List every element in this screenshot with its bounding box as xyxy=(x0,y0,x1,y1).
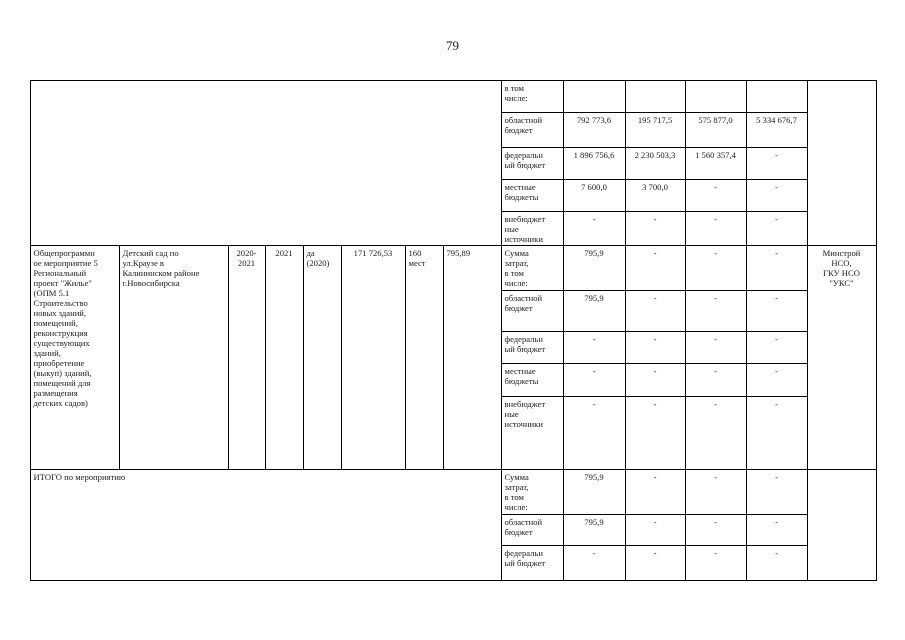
amount-cell: 795,9 xyxy=(563,245,626,291)
amount-cell: - xyxy=(746,179,808,212)
amount-cell: - xyxy=(746,245,808,291)
amount-cell: - xyxy=(685,179,747,212)
funding-source-label: областной бюджет xyxy=(501,514,564,546)
funding-source-label: областной бюджет xyxy=(501,112,564,148)
amount-cell: - xyxy=(746,147,808,180)
amount-cell: - xyxy=(685,211,747,246)
amount-cell xyxy=(563,80,626,113)
object-name: Детский сад по ул.Краузе в Калининском районе г.Новосибирска xyxy=(119,245,229,470)
responsible-cell-empty xyxy=(807,80,877,246)
amount-cell: - xyxy=(625,290,686,332)
start-year: 2021 xyxy=(265,245,304,470)
amount-cell: - xyxy=(685,245,747,291)
unit-price: 795,89 xyxy=(443,245,502,470)
amount-cell: - xyxy=(746,514,808,546)
amount-cell: - xyxy=(625,331,686,364)
amount-cell: - xyxy=(685,514,747,546)
amount-cell: - xyxy=(625,469,686,515)
amount-cell: 2 230 503,3 xyxy=(625,147,686,180)
amount-cell: - xyxy=(563,331,626,364)
amount-cell: 1 896 756,6 xyxy=(563,147,626,180)
amount-cell: 5 334 676,7 xyxy=(746,112,808,148)
total-label: ИТОГО по мероприятию xyxy=(30,469,502,581)
amount-cell: - xyxy=(746,331,808,364)
amount-cell: 795,9 xyxy=(563,514,626,546)
amount-cell: - xyxy=(563,396,626,470)
amount-cell: - xyxy=(625,514,686,546)
event-name: Общепрограммн ое мероприятие 5 Региональный проект "Жилье" (ОПМ 5.1 Строительство новых зданий, помещений, реконструкция существующих зданий, приобретение (выкуп) зданий, помещений для размещения детских садов) xyxy=(30,245,120,470)
design-flag: да (2020) xyxy=(303,245,342,470)
funding-source-label: в том числе: xyxy=(501,80,564,113)
estimated-cost: 171 726,53 xyxy=(341,245,406,470)
amount-cell: 3 700,0 xyxy=(625,179,686,212)
amount-cell: - xyxy=(746,545,808,581)
amount-cell: - xyxy=(746,363,808,397)
amount-cell: - xyxy=(685,363,747,397)
funding-source-label: федеральн ый бюджет xyxy=(501,545,564,581)
funding-source-label: внебюджет ные источники xyxy=(501,211,564,246)
funding-source-label: Сумма затрат, в том числе: xyxy=(501,469,564,515)
funding-source-label: федеральн ый бюджет xyxy=(501,331,564,364)
amount-cell: 1 560 357,4 xyxy=(685,147,747,180)
amount-cell: 195 717,5 xyxy=(625,112,686,148)
amount-cell: 7 600,0 xyxy=(563,179,626,212)
amount-cell xyxy=(625,80,686,113)
amount-cell: - xyxy=(746,396,808,470)
amount-cell: - xyxy=(625,211,686,246)
amount-cell: - xyxy=(625,396,686,470)
funding-source-label: Сумма затрат, в том числе: xyxy=(501,245,564,291)
amount-cell xyxy=(746,80,808,113)
capacity: 160 мест xyxy=(405,245,444,470)
funding-source-label: внебюджет ные источники xyxy=(501,396,564,470)
amount-cell: - xyxy=(625,545,686,581)
amount-cell: 575 877,0 xyxy=(685,112,747,148)
amount-cell xyxy=(685,80,747,113)
amount-cell: - xyxy=(685,331,747,364)
amount-cell: - xyxy=(746,290,808,332)
amount-cell: 795,9 xyxy=(563,290,626,332)
continuation-cell xyxy=(30,80,502,246)
funding-source-label: областной бюджет xyxy=(501,290,564,332)
implementation-years: 2020- 2021 xyxy=(228,245,266,470)
page-number: 79 xyxy=(446,38,459,53)
amount-cell: - xyxy=(563,363,626,397)
amount-cell: - xyxy=(685,545,747,581)
amount-cell: - xyxy=(563,545,626,581)
responsible-cell-empty xyxy=(807,469,877,581)
amount-cell: - xyxy=(685,396,747,470)
amount-cell: - xyxy=(563,211,626,246)
amount-cell: - xyxy=(746,211,808,246)
funding-source-label: местные бюджеты xyxy=(501,179,564,212)
amount-cell: - xyxy=(625,245,686,291)
amount-cell: 795,9 xyxy=(563,469,626,515)
funding-source-label: местные бюджеты xyxy=(501,363,564,397)
funding-source-label: федеральн ый бюджет xyxy=(501,147,564,180)
amount-cell: - xyxy=(625,363,686,397)
budget-table xyxy=(30,80,876,580)
amount-cell: - xyxy=(685,290,747,332)
responsible-executor: Минстрой НСО, ГКУ НСО "УКС" xyxy=(807,245,877,470)
amount-cell: - xyxy=(685,469,747,515)
amount-cell: - xyxy=(746,469,808,515)
amount-cell: 792 773,6 xyxy=(563,112,626,148)
